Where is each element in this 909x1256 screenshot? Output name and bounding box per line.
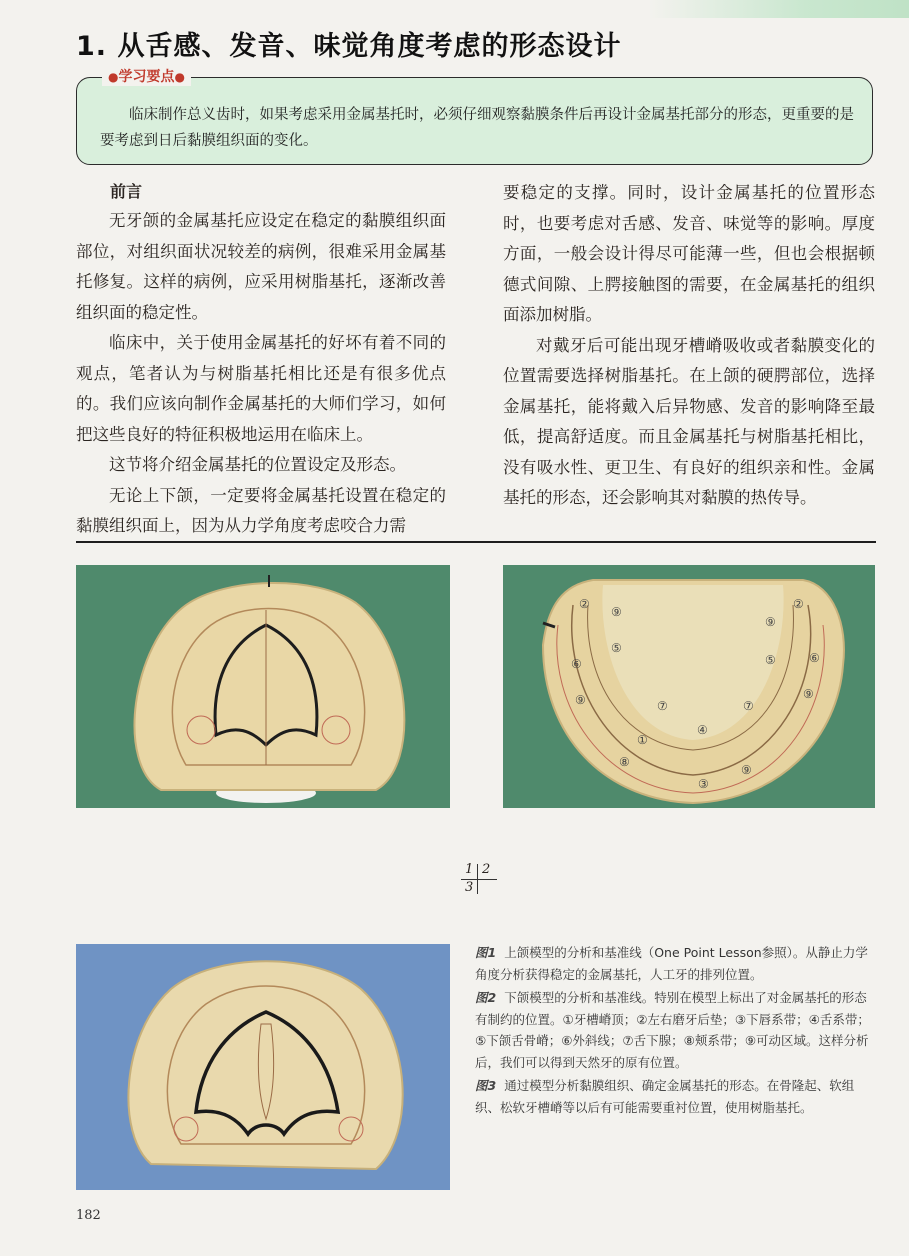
caption-text: 下颌模型的分析和基准线。特别在模型上标出了对金属基托的形态有制约的位置。①牙槽嵴顶；②左右磨牙后垫；③下唇系带；④舌系带；⑤下颌舌骨嵴；⑥外斜线；⑦舌下腺；⑧颊系带；⑨可动区域。这样分析后，我们可以得到天然牙的原有位置。	[475, 990, 870, 1070]
marker-5: ⑤	[611, 641, 622, 655]
section-heading: 前言	[110, 182, 143, 201]
marker-3: ③	[698, 777, 709, 791]
marker-9: ⑨	[575, 693, 586, 707]
marker-9: ⑨	[741, 763, 752, 777]
paragraph: 对戴牙后可能出现牙槽嵴吸收或者黏膜变化的位置需要选择树脂基托。在上颌的硬腭部位，选择金属基托，能将戴入后异物感、发音的影响降至最低，提高舒适度。而且金属基托与树脂基托相比，没有吸水性、更卫生、有良好的组织亲和性。金属基托的形态，还会影响其对黏膜的热传导。	[503, 335, 875, 507]
marker-4: ④	[697, 723, 708, 737]
bullet-icon: ●	[174, 70, 185, 84]
paragraph-continuation: 要稳定的支撑。同时，设计金属基托的位置形态时，也要考虑对舌感、发音、味觉等的影响。厚度方面，一般会设计得尽可能薄一些，但也会根据顿德式间隙、上腭接触图的需要，在金属基托的组织面添加树脂。	[503, 183, 875, 324]
marker-7: ⑦	[657, 699, 668, 713]
marker-2: ②	[579, 597, 590, 611]
marker-6: ⑥	[571, 657, 582, 671]
marker-1: ①	[637, 733, 648, 747]
page-number: 182	[76, 1208, 101, 1223]
caption-figure-3	[475, 1075, 877, 1118]
bullet-icon: ●	[108, 70, 119, 84]
caption-figure-2	[475, 987, 877, 1073]
marker-9: ⑨	[803, 687, 814, 701]
caption-figure-1	[475, 942, 877, 985]
corner-color-strip	[649, 0, 909, 18]
marker-7: ⑦	[743, 699, 754, 713]
caption-label: 图2	[475, 990, 497, 1005]
figure-index-3: 3	[465, 880, 474, 895]
marker-9: ⑨	[611, 605, 622, 619]
section-divider	[76, 541, 876, 543]
caption-text: 通过模型分析黏膜组织、确定金属基托的形态。在骨隆起、软组织、松软牙槽嵴等以后有可能需要重衬位置，使用树脂基托。	[475, 1078, 855, 1115]
index-divider-horizontal	[461, 879, 497, 880]
paragraph: 无牙颌的金属基托应设定在稳定的黏膜组织面部位，对组织面状况较差的病例，很难采用金属基托修复。这样的病例，应采用树脂基托，逐渐改善组织面的稳定性。	[76, 211, 446, 322]
marker-9: ⑨	[765, 615, 776, 629]
text-column-right	[503, 178, 875, 514]
marker-8: ⑧	[619, 755, 630, 769]
caption-label: 图1	[475, 945, 497, 960]
figure-index-2: 2	[482, 862, 491, 877]
caption-text: 上颌模型的分析和基准线（One Point Lesson参照）。从静止力学角度分析获得稳定的金属基托，人工牙的排列位置。	[475, 945, 868, 982]
marker-6: ⑥	[809, 651, 820, 665]
figure-layout-index	[453, 862, 503, 896]
marker-5: ⑤	[765, 653, 776, 667]
figure-index-1: 1	[465, 862, 474, 877]
page-title: 1. 从舌感、发音、味觉角度考虑的形态设计	[76, 31, 622, 62]
learning-points-text: 临床制作总义齿时，如果考虑采用金属基托时，必须仔细观察黏膜条件后再设计金属基托部分的形态，更重要的是要考虑到日后黏膜组织面的变化。	[100, 107, 854, 149]
learning-points-label	[102, 66, 191, 86]
figure-2-photo	[503, 565, 875, 808]
paragraph: 这节将介绍金属基托的位置设定及形态。	[109, 455, 406, 474]
paragraph: 临床中，关于使用金属基托的好坏有着不同的观点，笔者认为与树脂基托相比还是有很多优点的。我们应该向制作金属基托的大师们学习，如何把这些良好的特征积极地运用在临床上。	[76, 333, 446, 444]
figure-3-photo	[76, 944, 450, 1190]
caption-label: 图3	[475, 1078, 497, 1093]
figure-1-photo	[76, 565, 450, 808]
learning-points-label-text: 学习要点	[118, 69, 175, 85]
text-column-left	[76, 178, 446, 542]
marker-2: ②	[793, 597, 804, 611]
figure-captions	[475, 942, 877, 1120]
paragraph: 无论上下颌，一定要将金属基托设置在稳定的黏膜组织面上，因为从力学角度考虑咬合力需	[76, 485, 446, 535]
